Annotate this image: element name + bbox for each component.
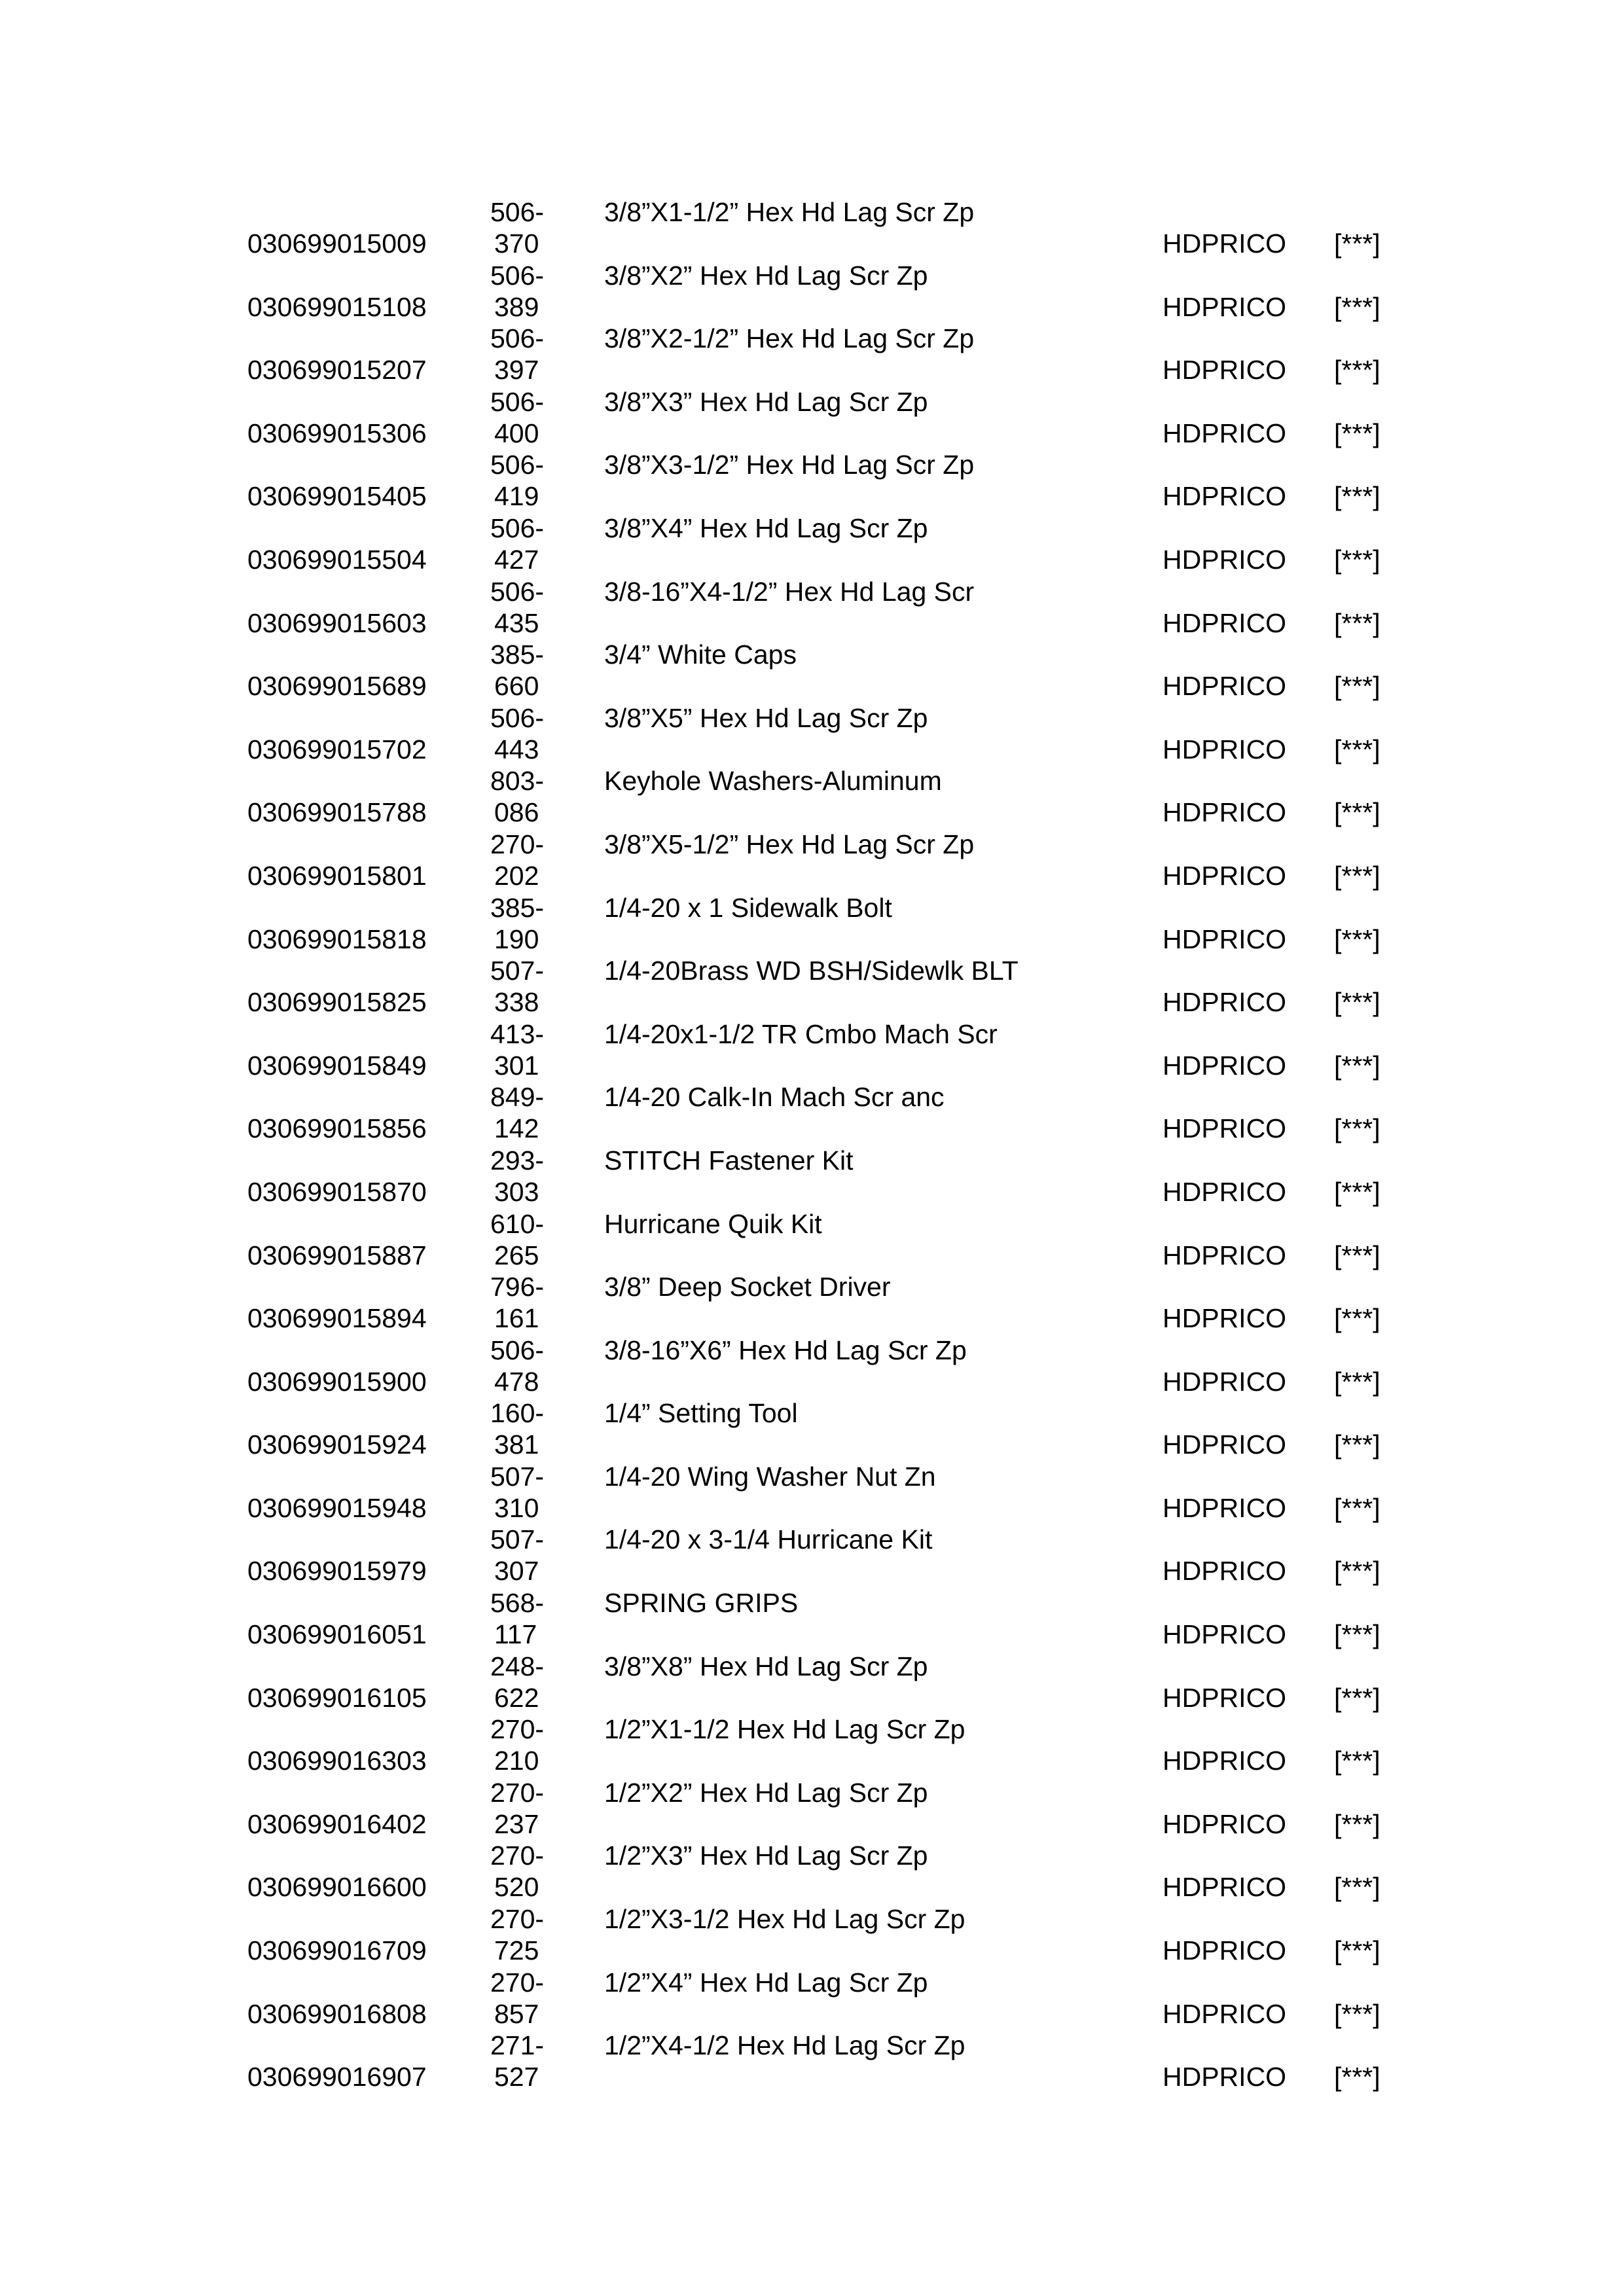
item-code-suffix: 301 xyxy=(494,1050,539,1081)
redacted-price: [***] xyxy=(1334,734,1380,764)
vendor-code: HDPRICO xyxy=(1163,1050,1287,1081)
list-item xyxy=(0,1651,1624,1714)
upc-number: 030699015900 xyxy=(247,1366,427,1397)
vendor-code: HDPRICO xyxy=(1163,797,1287,828)
vendor-code: HDPRICO xyxy=(1163,291,1287,322)
upc-number: 030699015689 xyxy=(247,671,427,702)
item-code-suffix: 400 xyxy=(494,418,539,448)
vendor-code: HDPRICO xyxy=(1163,1746,1287,1776)
item-description: 3/8”X8” Hex Hd Lag Scr Zp xyxy=(604,1651,928,1681)
vendor-code: HDPRICO xyxy=(1163,1176,1287,1207)
redacted-price: [***] xyxy=(1334,1113,1380,1144)
upc-number: 030699015702 xyxy=(247,734,427,764)
vendor-code: HDPRICO xyxy=(1163,418,1287,448)
item-description: 3/8-16”X4-1/2” Hex Hd Lag Scr xyxy=(604,576,975,607)
item-description: 1/2”X1-1/2 Hex Hd Lag Scr Zp xyxy=(604,1714,965,1745)
item-description: 3/8” Deep Socket Driver xyxy=(604,1272,891,1302)
upc-number: 030699016105 xyxy=(247,1682,427,1713)
vendor-code: HDPRICO xyxy=(1163,2062,1287,2092)
item-description: 1/4-20 x 3-1/4 Hurricane Kit xyxy=(604,1524,933,1555)
item-code-prefix: 507- xyxy=(490,956,545,986)
list-item xyxy=(0,1967,1624,2030)
redacted-price: [***] xyxy=(1334,1366,1380,1397)
item-description: 1/2”X2” Hex Hd Lag Scr Zp xyxy=(604,1777,928,1808)
upc-number: 030699015603 xyxy=(247,607,427,638)
redacted-price: [***] xyxy=(1334,1240,1380,1270)
vendor-code: HDPRICO xyxy=(1163,734,1287,764)
item-description: 3/8”X3” Hex Hd Lag Scr Zp xyxy=(604,386,928,417)
item-code-prefix: 413- xyxy=(490,1018,545,1049)
list-item xyxy=(0,1461,1624,1524)
item-code-prefix: 293- xyxy=(490,1145,545,1175)
item-code-suffix: 117 xyxy=(494,1619,537,1650)
redacted-price: [***] xyxy=(1334,797,1380,828)
item-code-prefix: 796- xyxy=(490,1272,545,1302)
item-code-suffix: 443 xyxy=(494,734,539,764)
redacted-price: [***] xyxy=(1334,291,1380,322)
item-code-suffix: 161 xyxy=(494,1303,539,1334)
list-item xyxy=(0,1903,1624,1967)
item-description: 1/4-20Brass WD BSH/Sidewlk BLT xyxy=(604,956,1019,986)
item-code-suffix: 303 xyxy=(494,1176,539,1207)
item-code-suffix: 427 xyxy=(494,544,539,575)
vendor-code: HDPRICO xyxy=(1163,1429,1287,1460)
item-code-suffix: 419 xyxy=(494,481,539,512)
upc-number: 030699015405 xyxy=(247,481,427,512)
item-description: 3/8”X2” Hex Hd Lag Scr Zp xyxy=(604,260,928,291)
item-code-prefix: 385- xyxy=(490,892,545,923)
redacted-price: [***] xyxy=(1334,1682,1380,1713)
item-description: 3/8-16”X6” Hex Hd Lag Scr Zp xyxy=(604,1335,967,1365)
list-item xyxy=(0,702,1624,766)
item-code-suffix: 370 xyxy=(494,228,539,259)
vendor-code: HDPRICO xyxy=(1163,671,1287,702)
redacted-price: [***] xyxy=(1334,607,1380,638)
item-code-suffix: 857 xyxy=(494,1998,539,2029)
item-code-prefix: 506- xyxy=(490,1335,545,1365)
item-code-suffix: 237 xyxy=(494,1808,539,1839)
list-item xyxy=(0,1208,1624,1272)
list-item xyxy=(0,765,1624,829)
upc-number: 030699015825 xyxy=(247,987,427,1018)
item-code-prefix: 270- xyxy=(490,829,545,859)
list-item xyxy=(0,955,1624,1018)
item-code-suffix: 142 xyxy=(494,1113,539,1144)
redacted-price: [***] xyxy=(1334,1492,1380,1523)
item-code-prefix: 270- xyxy=(490,1967,545,1998)
list-item xyxy=(0,576,1624,639)
item-code-prefix: 506- xyxy=(490,576,545,607)
vendor-code: HDPRICO xyxy=(1163,1366,1287,1397)
redacted-price: [***] xyxy=(1334,860,1380,891)
item-code-prefix: 849- xyxy=(490,1082,545,1113)
upc-number: 030699015108 xyxy=(247,291,427,322)
list-item xyxy=(0,1587,1624,1651)
item-code-suffix: 210 xyxy=(494,1746,539,1776)
upc-number: 030699016600 xyxy=(247,1872,427,1903)
upc-number: 030699015306 xyxy=(247,418,427,448)
redacted-price: [***] xyxy=(1334,1303,1380,1334)
redacted-price: [***] xyxy=(1334,924,1380,954)
vendor-code: HDPRICO xyxy=(1163,1998,1287,2029)
item-code-prefix: 610- xyxy=(490,1208,545,1239)
item-code-prefix: 506- xyxy=(490,197,545,227)
vendor-code: HDPRICO xyxy=(1163,1492,1287,1523)
redacted-price: [***] xyxy=(1334,1808,1380,1839)
item-code-suffix: 265 xyxy=(494,1240,539,1270)
item-description: 3/8”X2-1/2” Hex Hd Lag Scr Zp xyxy=(604,323,975,354)
item-description: 3/8”X4” Hex Hd Lag Scr Zp xyxy=(604,512,928,543)
vendor-code: HDPRICO xyxy=(1163,607,1287,638)
vendor-code: HDPRICO xyxy=(1163,228,1287,259)
item-description: 1/4” Setting Tool xyxy=(604,1398,798,1429)
item-code-prefix: 506- xyxy=(490,323,545,354)
item-code-suffix: 190 xyxy=(494,924,539,954)
item-description: 1/4-20 Calk-In Mach Scr anc xyxy=(604,1082,945,1113)
redacted-price: [***] xyxy=(1334,355,1380,386)
list-item xyxy=(0,2030,1624,2093)
redacted-price: [***] xyxy=(1334,1998,1380,2029)
item-description: 3/4” White Caps xyxy=(604,639,797,670)
vendor-code: HDPRICO xyxy=(1163,481,1287,512)
upc-number: 030699016051 xyxy=(247,1619,427,1650)
item-description: 1/4-20x1-1/2 TR Cmbo Mach Scr xyxy=(604,1018,998,1049)
item-code-suffix: 086 xyxy=(494,797,539,828)
vendor-code: HDPRICO xyxy=(1163,1240,1287,1270)
item-code-suffix: 527 xyxy=(494,2062,539,2092)
vendor-code: HDPRICO xyxy=(1163,355,1287,386)
vendor-code: HDPRICO xyxy=(1163,860,1287,891)
redacted-price: [***] xyxy=(1334,1556,1380,1587)
item-code-prefix: 270- xyxy=(490,1714,545,1745)
item-code-suffix: 310 xyxy=(494,1492,539,1523)
upc-number: 030699016907 xyxy=(247,2062,427,2092)
upc-number: 030699015207 xyxy=(247,355,427,386)
list-item xyxy=(0,1145,1624,1208)
redacted-price: [***] xyxy=(1334,1429,1380,1460)
redacted-price: [***] xyxy=(1334,1935,1380,1966)
vendor-code: HDPRICO xyxy=(1163,1303,1287,1334)
item-code-suffix: 435 xyxy=(494,607,539,638)
item-code-prefix: 507- xyxy=(490,1524,545,1555)
vendor-code: HDPRICO xyxy=(1163,1619,1287,1650)
vendor-code: HDPRICO xyxy=(1163,1682,1287,1713)
item-description: 1/2”X4-1/2 Hex Hd Lag Scr Zp xyxy=(604,2030,965,2061)
vendor-code: HDPRICO xyxy=(1163,924,1287,954)
item-code-prefix: 506- xyxy=(490,386,545,417)
list-item xyxy=(0,449,1624,512)
list-item xyxy=(0,1271,1624,1335)
upc-number: 030699015504 xyxy=(247,544,427,575)
item-description: 1/2”X4” Hex Hd Lag Scr Zp xyxy=(604,1967,928,1998)
redacted-price: [***] xyxy=(1334,2062,1380,2092)
list-item xyxy=(0,1840,1624,1903)
list-item xyxy=(0,1713,1624,1777)
vendor-code: HDPRICO xyxy=(1163,987,1287,1018)
item-code-prefix: 160- xyxy=(490,1398,545,1429)
item-code-suffix: 307 xyxy=(494,1556,539,1587)
upc-number: 030699015788 xyxy=(247,797,427,828)
item-description: STITCH Fastener Kit xyxy=(604,1145,854,1175)
upc-number: 030699015870 xyxy=(247,1176,427,1207)
list-item xyxy=(0,1524,1624,1587)
item-description: 3/8”X3-1/2” Hex Hd Lag Scr Zp xyxy=(604,450,975,480)
item-description: 1/2”X3” Hex Hd Lag Scr Zp xyxy=(604,1840,928,1871)
list-item xyxy=(0,1397,1624,1461)
redacted-price: [***] xyxy=(1334,1746,1380,1776)
item-code-suffix: 202 xyxy=(494,860,539,891)
upc-number: 030699016808 xyxy=(247,1998,427,2029)
list-item xyxy=(0,1081,1624,1145)
item-code-prefix: 506- xyxy=(490,260,545,291)
redacted-price: [***] xyxy=(1334,418,1380,448)
item-code-suffix: 660 xyxy=(494,671,539,702)
vendor-code: HDPRICO xyxy=(1163,1556,1287,1587)
item-description: SPRING GRIPS xyxy=(604,1588,799,1619)
list-item xyxy=(0,1335,1624,1398)
item-code-prefix: 506- xyxy=(490,450,545,480)
list-item xyxy=(0,196,1624,260)
upc-number: 030699015801 xyxy=(247,860,427,891)
redacted-price: [***] xyxy=(1334,544,1380,575)
list-item xyxy=(0,892,1624,956)
upc-number: 030699015887 xyxy=(247,1240,427,1270)
redacted-price: [***] xyxy=(1334,1619,1380,1650)
item-description: 1/4-20 Wing Washer Nut Zn xyxy=(604,1461,936,1492)
product-list xyxy=(0,196,1624,2093)
redacted-price: [***] xyxy=(1334,987,1380,1018)
item-description: Keyhole Washers-Aluminum xyxy=(604,766,942,797)
item-code-prefix: 506- xyxy=(490,512,545,543)
vendor-code: HDPRICO xyxy=(1163,544,1287,575)
item-code-prefix: 803- xyxy=(490,766,545,797)
upc-number: 030699015856 xyxy=(247,1113,427,1144)
item-code-prefix: 270- xyxy=(490,1904,545,1935)
redacted-price: [***] xyxy=(1334,1176,1380,1207)
item-description: 3/8”X1-1/2” Hex Hd Lag Scr Zp xyxy=(604,197,975,227)
item-code-suffix: 389 xyxy=(494,291,539,322)
item-code-prefix: 270- xyxy=(490,1777,545,1808)
upc-number: 030699016303 xyxy=(247,1746,427,1776)
list-item xyxy=(0,512,1624,576)
item-code-suffix: 622 xyxy=(494,1682,539,1713)
item-code-prefix: 248- xyxy=(490,1651,545,1681)
item-code-prefix: 385- xyxy=(490,639,545,670)
vendor-code: HDPRICO xyxy=(1163,1113,1287,1144)
redacted-price: [***] xyxy=(1334,228,1380,259)
upc-number: 030699015979 xyxy=(247,1556,427,1587)
upc-number: 030699015009 xyxy=(247,228,427,259)
list-item xyxy=(0,829,1624,892)
item-description: Hurricane Quik Kit xyxy=(604,1208,822,1239)
item-code-prefix: 507- xyxy=(490,1461,545,1492)
item-code-suffix: 725 xyxy=(494,1935,539,1966)
redacted-price: [***] xyxy=(1334,1872,1380,1903)
upc-number: 030699015849 xyxy=(247,1050,427,1081)
vendor-code: HDPRICO xyxy=(1163,1808,1287,1839)
list-item xyxy=(0,639,1624,702)
item-description: 3/8”X5” Hex Hd Lag Scr Zp xyxy=(604,702,928,733)
redacted-price: [***] xyxy=(1334,1050,1380,1081)
item-code-suffix: 478 xyxy=(494,1366,539,1397)
item-code-prefix: 270- xyxy=(490,1840,545,1871)
item-code-suffix: 338 xyxy=(494,987,539,1018)
item-code-prefix: 271- xyxy=(490,2030,545,2061)
list-item xyxy=(0,1018,1624,1082)
redacted-price: [***] xyxy=(1334,481,1380,512)
upc-number: 030699015818 xyxy=(247,924,427,954)
list-item xyxy=(0,260,1624,323)
item-code-suffix: 381 xyxy=(494,1429,539,1460)
vendor-code: HDPRICO xyxy=(1163,1872,1287,1903)
item-code-prefix: 506- xyxy=(490,702,545,733)
list-item xyxy=(0,1777,1624,1840)
upc-number: 030699015948 xyxy=(247,1492,427,1523)
item-description: 1/4-20 x 1 Sidewalk Bolt xyxy=(604,892,892,923)
item-description: 3/8”X5-1/2” Hex Hd Lag Scr Zp xyxy=(604,829,975,859)
item-code-suffix: 397 xyxy=(494,355,539,386)
vendor-code: HDPRICO xyxy=(1163,1935,1287,1966)
item-code-prefix: 568- xyxy=(490,1588,545,1619)
upc-number: 030699015894 xyxy=(247,1303,427,1334)
redacted-price: [***] xyxy=(1334,671,1380,702)
upc-number: 030699015924 xyxy=(247,1429,427,1460)
upc-number: 030699016709 xyxy=(247,1935,427,1966)
list-item xyxy=(0,386,1624,450)
item-description: 1/2”X3-1/2 Hex Hd Lag Scr Zp xyxy=(604,1904,965,1935)
upc-number: 030699016402 xyxy=(247,1808,427,1839)
list-item xyxy=(0,323,1624,386)
item-code-suffix: 520 xyxy=(494,1872,539,1903)
